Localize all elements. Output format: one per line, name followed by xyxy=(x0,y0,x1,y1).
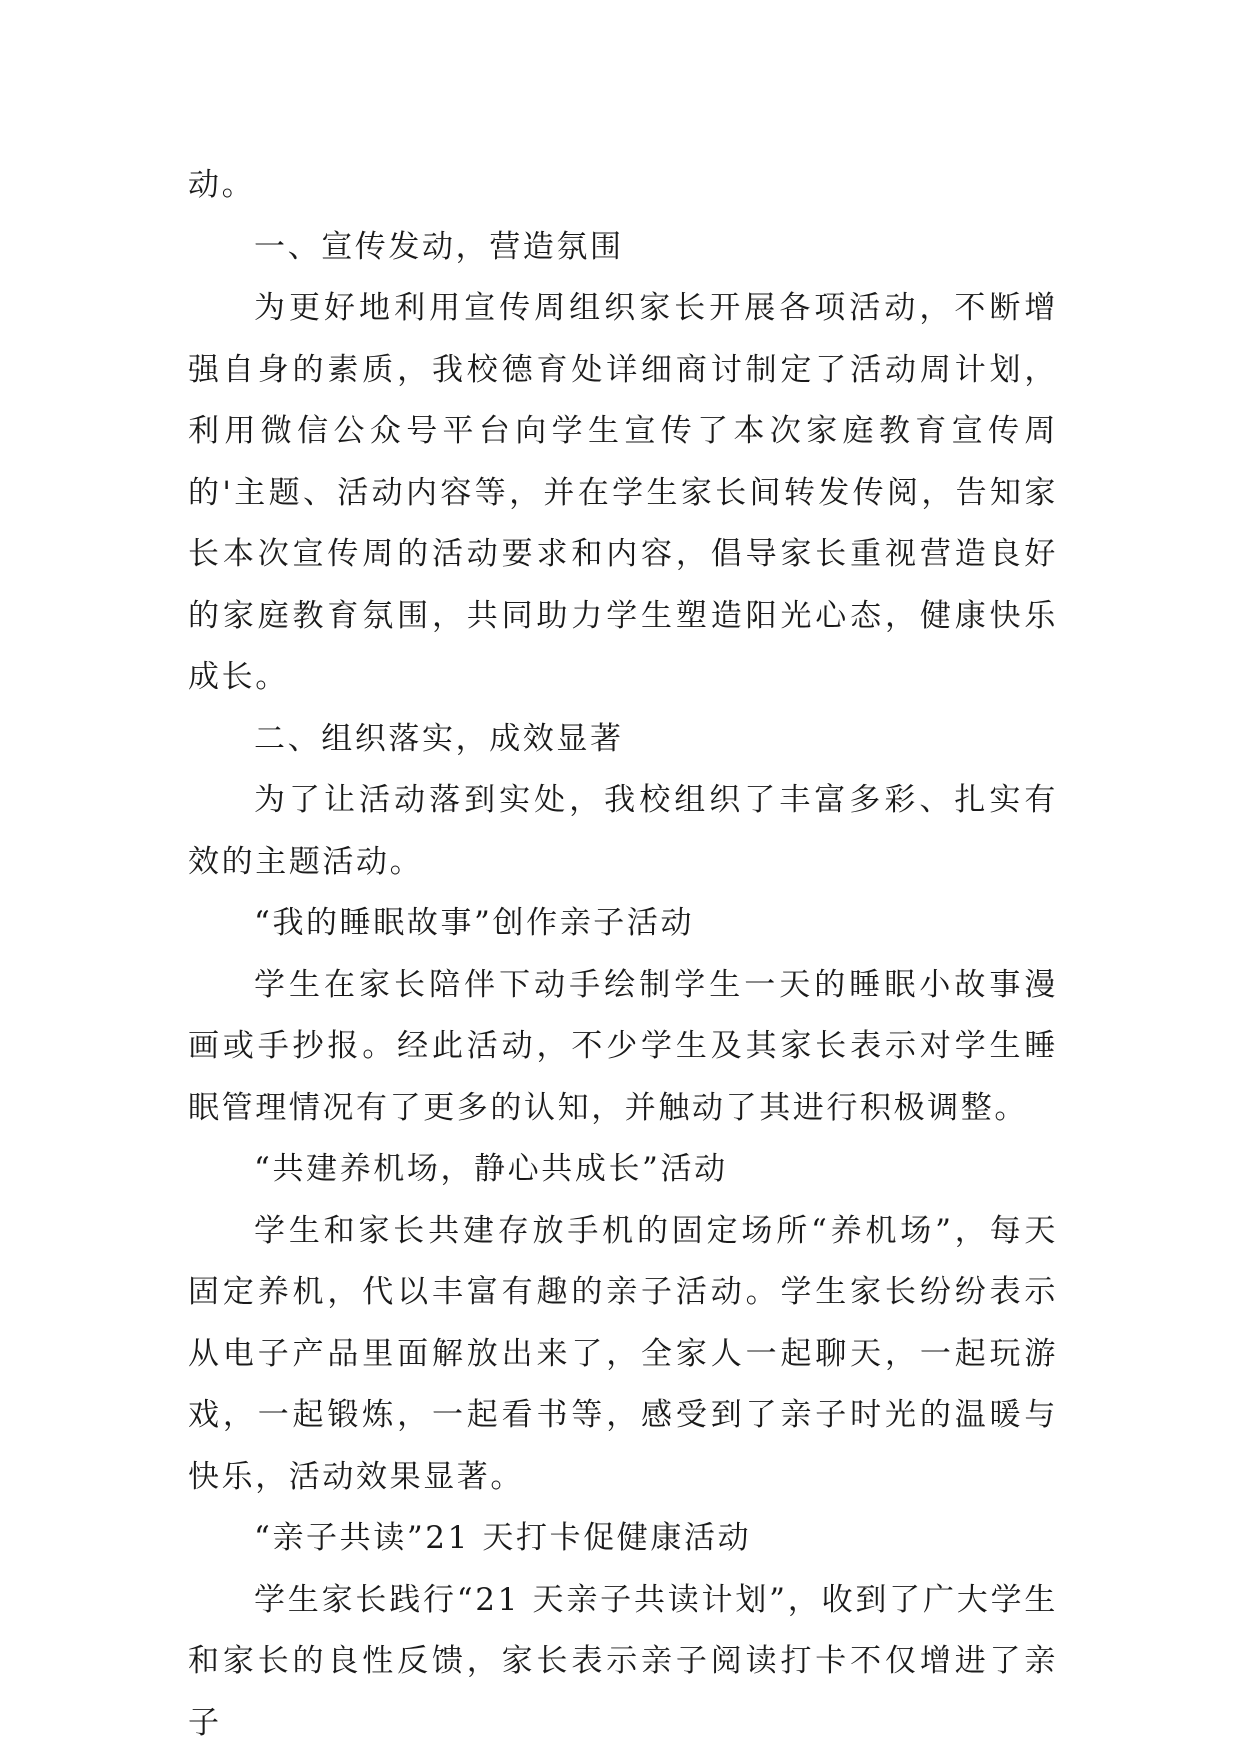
activity-heading-phone-parking: “共建养机场，静心共成长”活动 xyxy=(254,1151,728,1187)
paragraph: 为更好地利用宣传周组织家长开展各项活动，不断增强自身的素质，我校德育处详细商讨制定了活动周计划，利用微信公众号平台向学生宣传了本次家庭教育宣传周的'主题、活动内容等，并在学生家长间转发传阅，告知家长本次宣传周的活动要求和内容，倡导家长重视营造良好的家庭教育氛围，共同助力学生塑造阳光心态，健康快乐成长。 xyxy=(188,290,1058,695)
paragraph: 学生家长践行“21 天亲子共读计划”，收到了广大学生和家长的良性反馈，家长表示亲子阅读打卡不仅增进了亲子 xyxy=(188,1581,1058,1741)
paragraph: 为了让活动落到实处，我校组织了丰富多彩、扎实有效的主题活动。 xyxy=(188,782,1058,880)
section-heading-1: 一、宣传发动，营造氛围 xyxy=(254,228,624,265)
document-body xyxy=(188,155,1058,1754)
section-heading-2: 二、组织落实，成效显著 xyxy=(254,720,624,757)
activity-heading-reading: “亲子共读”21 天打卡促健康活动 xyxy=(254,1520,752,1556)
paragraph: 学生在家长陪伴下动手绘制学生一天的睡眠小故事漫画或手抄报。经此活动，不少学生及其家长表示对学生睡眠管理情况有了更多的认知，并触动了其进行积极调整。 xyxy=(188,966,1058,1126)
activity-heading-sleep-story: “我的睡眠故事”创作亲子活动 xyxy=(254,905,695,941)
paragraph: 学生和家长共建存放手机的固定场所“养机场”，每天固定养机，代以丰富有趣的亲子活动。学生家长纷纷表示从电子产品里面解放出来了，全家人一起聊天，一起玩游戏，一起锻炼，一起看书等，感受到了亲子时光的温暖与快乐，活动效果显著。 xyxy=(188,1212,1058,1495)
paragraph-continuation: 动。 xyxy=(188,167,256,203)
